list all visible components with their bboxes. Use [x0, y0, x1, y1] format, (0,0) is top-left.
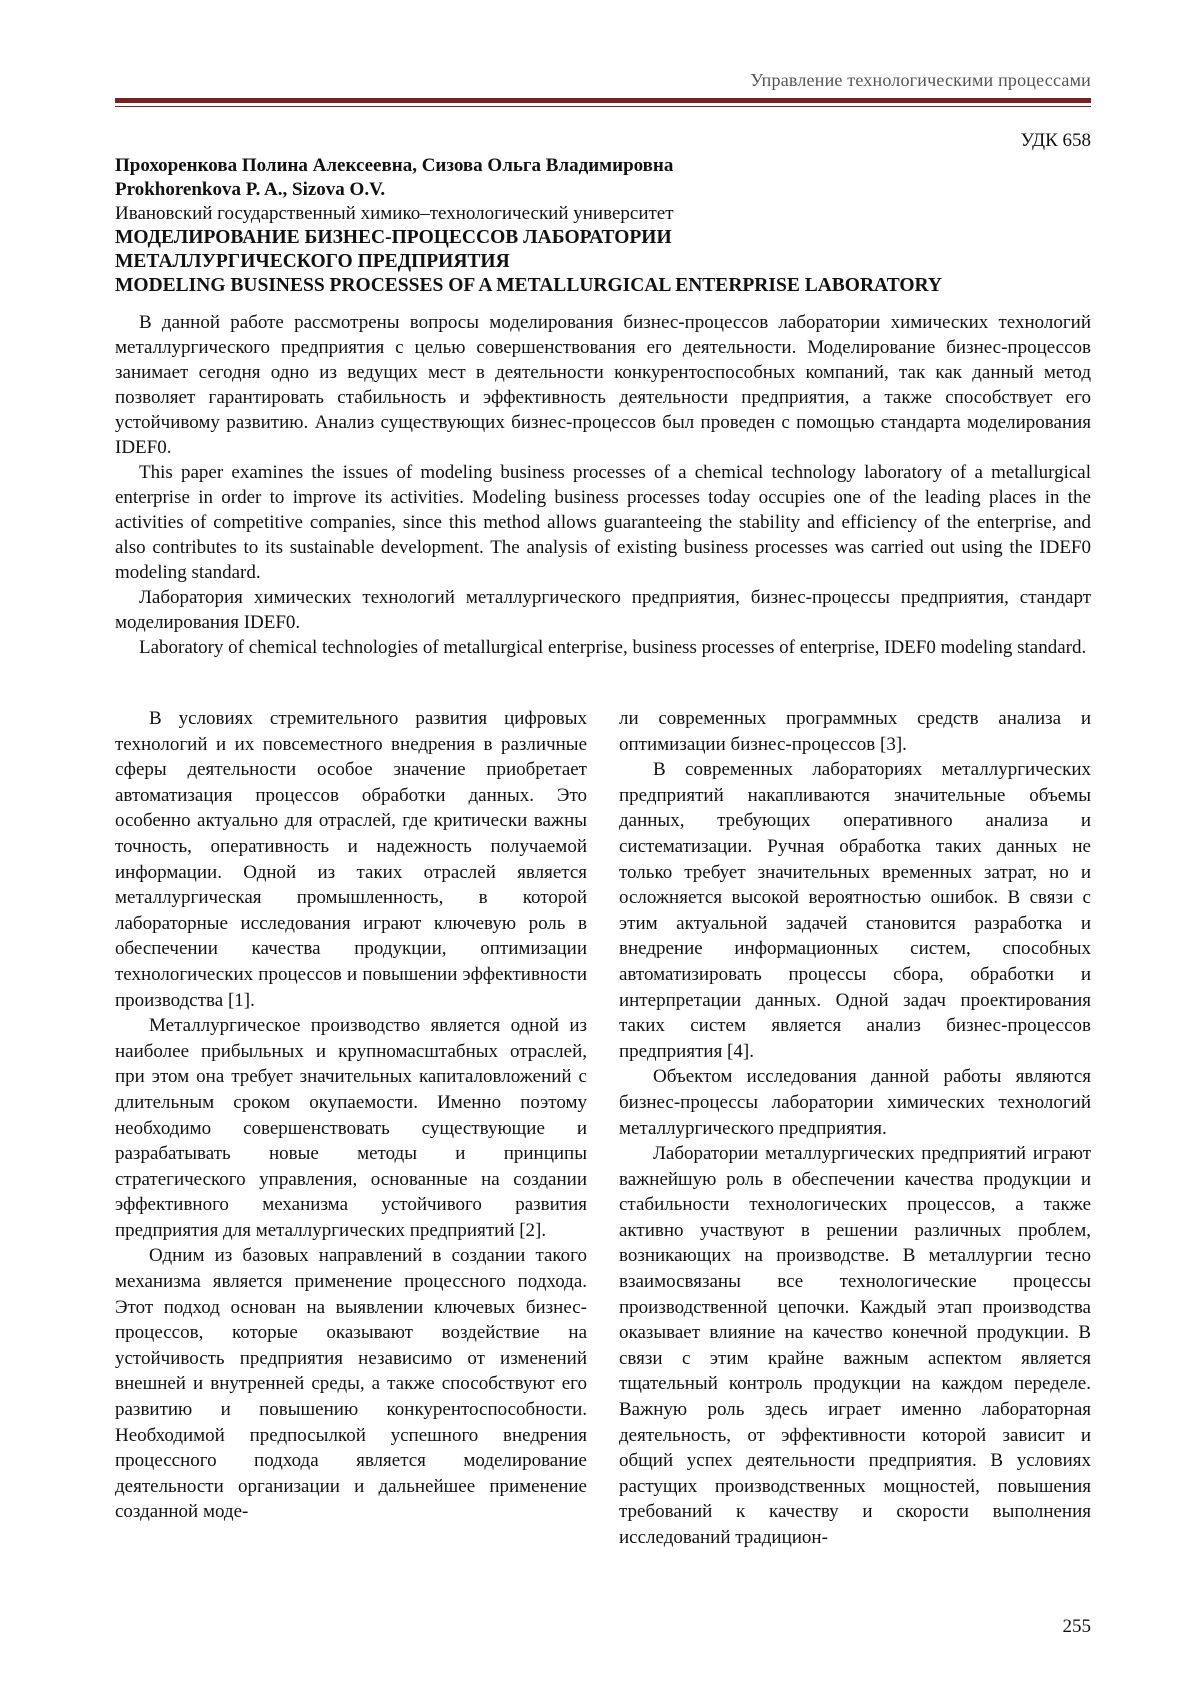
abstract-en: This paper examines the issues of modeling business processes of a chemical technology laboratory of a metallurgical enterprise in order to improve its activities. Modeling business processes today occupies one of the leading places in the activities of competitive companies, since this method allows guaranteeing the stability and efficiency of the enterprise, and also contributes to its sustainable development. The analysis of existing business processes was carried out using the IDEF0 modeling standard.: [115, 462, 1091, 583]
affiliation: Ивановский государственный химико–технологический университет: [115, 203, 674, 224]
body-column-right: [619, 706, 1091, 1551]
abstract-ru: В данной работе рассмотрены вопросы моделирования бизнес-процессов лаборатории химических технологий металлургического предприятия с целью совершенствования его деятельности. Моделирование бизнес-процессов занимает сегодня одно из ведущих мест в деятельности конкурентоспособных компаний, так как данный метод позволяет гарантировать стабильность и эффективность деятельности предприятия, а также способствует его устойчивому развитию. Анализ существующих бизнес-процессов был проведен с помощью стандарта моделирования IDEF0.: [115, 312, 1091, 458]
authors-ru: Прохоренкова Полина Алексеевна, Сизова Ольга Владимировна: [115, 155, 674, 176]
body-paragraph: Одним из базовых направлений в создании такого механизма является применение процессного подхода. Этот подход основан на выявлении ключевых бизнес-процессов, которые оказывают воздействие на устойчивость предприятия независимо от изменений внешней и внутренней среды, а также способствуют его развитию и повышению конкурентоспособности. Необходимой предпосылкой успешного внедрения процессного подхода является моделирование деятельности организации и дальнейшее применение созданной моде-: [115, 1245, 587, 1523]
running-head: Управление технологическими процессами: [750, 70, 1091, 90]
header-rule-thin: [115, 106, 1091, 107]
udc-code: УДК 658: [1020, 130, 1091, 151]
keywords-en: Laboratory of chemical technologies of metallurgical enterprise, business processes of enterprise, IDEF0 modeling standard.: [139, 637, 1087, 658]
body-paragraph: В условиях стремительного развития цифровых технологий и их повсеместного внедрения в различные сферы деятельности особое значение приобретает автоматизация процессов обработки данных. Это особенно актуально для отраслей, где критически важны точность, оперативность и надежность получаемой информации. Одной из таких отраслей является металлургическая промышленность, в которой лабораторные исследования играют ключевую роль в обеспечении качества продукции, оптимизации технологических процессов и повышении эффективности производства [1].: [115, 708, 587, 1011]
paper-page: [115, 0, 1091, 1697]
body-paragraph: ли современных программных средств анализа и оптимизации бизнес-процессов [3].: [619, 708, 1091, 755]
body-paragraph: В современных лабораториях металлургических предприятий накапливаются значительные объемы данных, требующих оперативного анализа и систематизации. Ручная обработка таких данных не только требует значительных временных затрат, но и осложняется высокой вероятностью ошибок. В связи с этим актуальной задачей становится разработка и внедрение информационных систем, способных автоматизировать процессы сбора, обработки и интерпретации данных. Одной задач проектирования таких систем является анализ бизнес-процессов предприятия [4].: [619, 759, 1091, 1062]
abstract-block: [115, 310, 1091, 660]
authors-en: Prokhorenkova P. A., Sizova O.V.: [115, 179, 386, 200]
title-ru-line-1: МОДЕЛИРОВАНИЕ БИЗНЕС-ПРОЦЕССОВ ЛАБОРАТОРИИ: [115, 227, 672, 248]
body-paragraph: Объектом исследования данной работы являются бизнес-процессы лаборатории химических технологий металлургического предприятия.: [619, 1066, 1091, 1139]
article-header: [115, 154, 1091, 298]
keywords-ru: Лаборатория химических технологий металлургического предприятия, бизнес-процессы предприятия, стандарт моделирования IDEF0.: [115, 587, 1091, 633]
body-column-left: [115, 706, 587, 1525]
body-paragraph: Лаборатории металлургических предприятий играют важнейшую роль в обеспечении качества продукции и стабильности технологических процессов, а также активно участвуют в решении различных проблем, возникающих на производстве. В металлургии тесно взаимосвязаны все технологические процессы производственной цепочки. Каждый этап производства оказывает влияние на качество конечной продукции. В связи с этим крайне важным аспектом является тщательный контроль продукции на каждом переделе. Важную роль здесь играет именно лабораторная деятельность, от эффективности которой зависит и общий успех деятельности предприятия. В условиях растущих производственных мощностей, повышения требований к качеству и скорости выполнения исследований традицион-: [619, 1143, 1091, 1548]
title-ru-line-2: МЕТАЛЛУРГИЧЕСКОГО ПРЕДПРИЯТИЯ: [115, 251, 510, 272]
body-paragraph: Металлургическое производство является одной из наиболее прибыльных и крупномасштабных отраслей, при этом она требует значительных капиталовложений с длительным сроком окупаемости. Именно поэтому необходимо совершенствовать существующие и разрабатывать новые методы и принципы стратегического управления, основанные на создании эффективного механизма устойчивого развития предприятия для металлургических предприятий [2].: [115, 1015, 587, 1241]
title-en: MODELING BUSINESS PROCESSES OF A METALLURGICAL ENTERPRISE LABORATORY: [115, 275, 942, 296]
page-number: 255: [1062, 1616, 1091, 1637]
header-rule-thick: [115, 98, 1091, 103]
